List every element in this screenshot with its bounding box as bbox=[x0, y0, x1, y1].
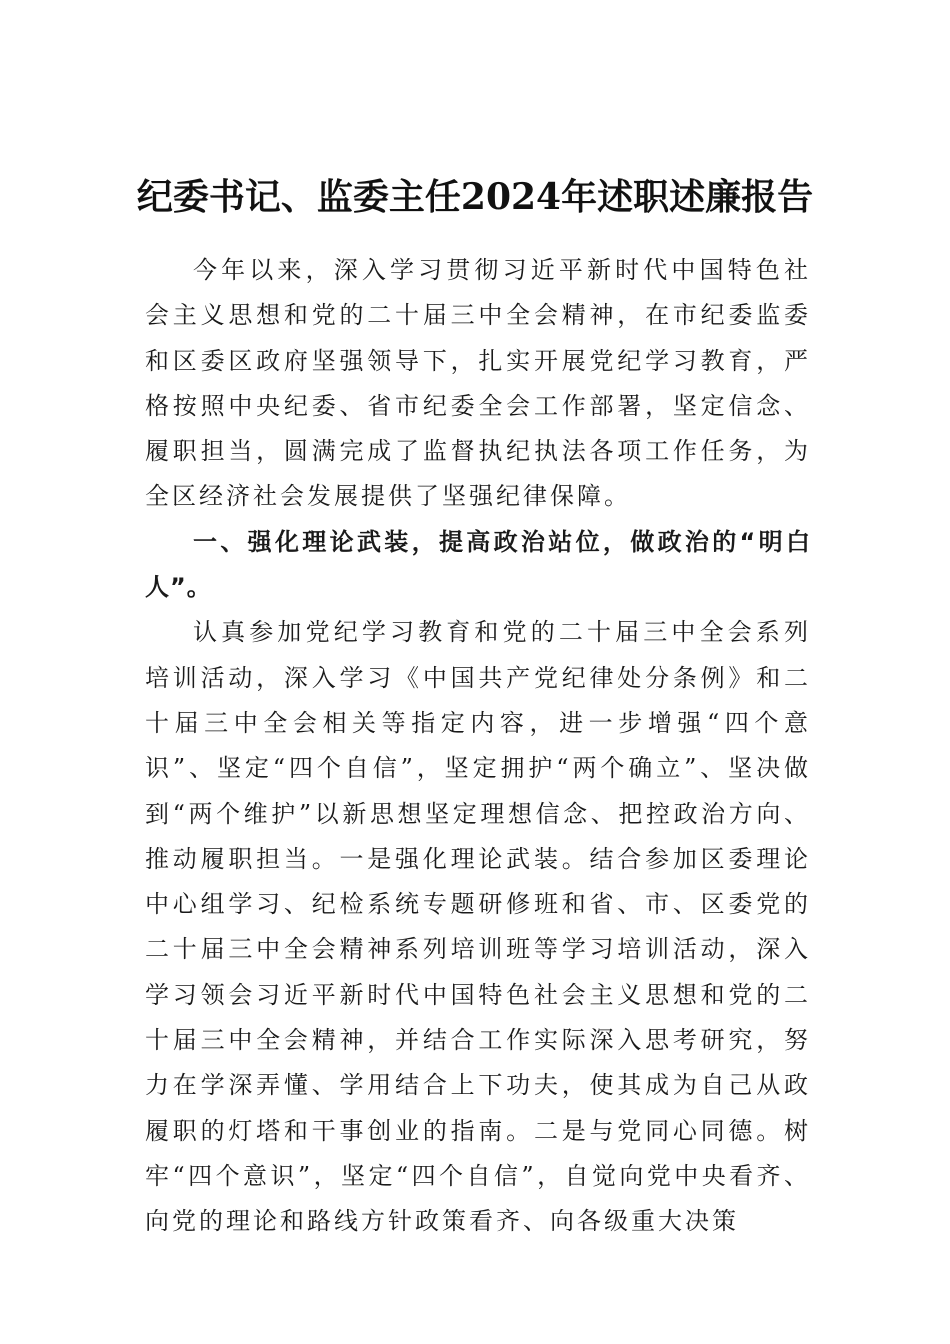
intro-paragraph: 今年以来，深入学习贯彻习近平新时代中国特色社会主义思想和党的二十届三中全会精神，在市纪委监委和区委区政府坚强领导下，扎实开展党纪学习教育，严格按照中央纪委、省市纪委全会工作部署，坚定信念、履职担当，圆满完成了监督执纪执法各项工作任务，为全区经济社会发展提供了坚强纪律保障。 bbox=[145, 256, 811, 511]
section-1-paragraph: 认真参加党纪学习教育和党的二十届三中全会系列培训活动，深入学习《中国共产党纪律处分条例》和二十届三中全会相关等指定内容，进一步增强“四个意识”、坚定“四个自信”，坚定拥护“两个确立”、坚决做到“两个维护”以新思想坚定理想信念、把控政治方向、推动履职担当。一是强化理论武装。结合参加区委理论中心组学习、纪检系统专题研修班和省、市、区委党的二十届三中全会精神系列培训班等学习培训活动，深入学习领会习近平新时代中国特色社会主义思想和党的二十届三中全会精神，并结合工作实际深入思考研究，努力在学深弄懂、学用结合上下功夫，使其成为自己从政履职的灯塔和干事创业的指南。二是与党同心同德。树牢“四个意识”，坚定“四个自信”，自觉向党中央看齐、向党的理论和路线方针政策看齐、向各级重大决策 bbox=[145, 618, 811, 1236]
section-1-heading: 一、强化理论武装，提高政治站位，做政治的“明白人”。 bbox=[145, 527, 811, 602]
document-body bbox=[145, 248, 811, 1245]
document-title: 纪委书记、监委主任2024年述职述廉报告 bbox=[136, 176, 814, 218]
